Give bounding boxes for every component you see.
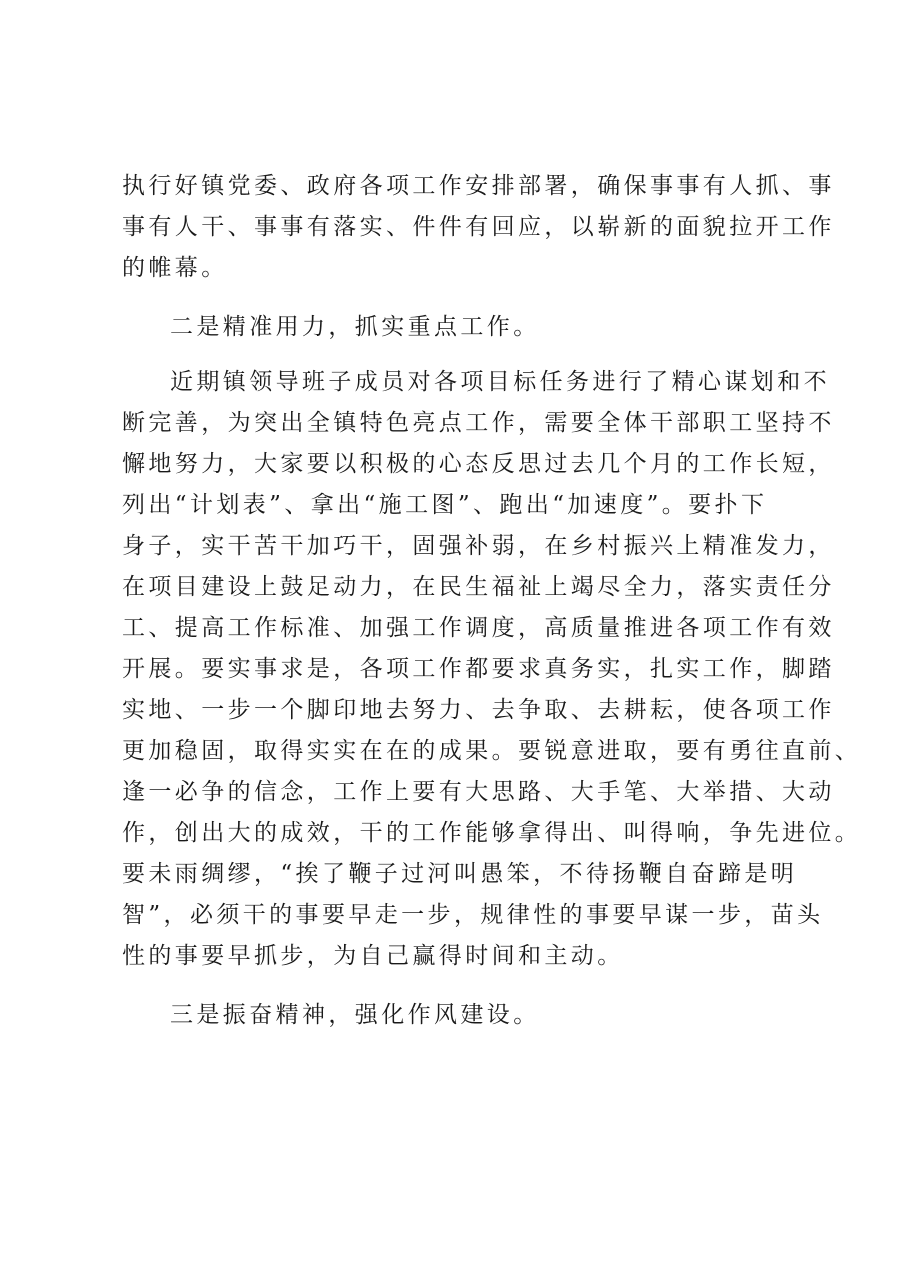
text-line: 懈地努力，大家要以积极的心态反思过去几个月的工作长短，: [122, 451, 835, 477]
text-line: 在项目建设上鼓足动力，在民生福祉上竭尽全力，落实责任分: [122, 574, 835, 600]
heading-text: 三是振奋精神，强化作风建设。: [170, 1002, 540, 1028]
text-line: 事有人干、事事有落实、件件有回应，以崭新的面貌拉开工作: [122, 214, 835, 240]
text-line: 开展。要实事求是，各项工作都要求真务实，扎实工作，脚踏: [122, 656, 835, 682]
text-line: 执行好镇党委、政府各项工作安排部署，确保事事有人抓、事: [122, 173, 835, 199]
section-heading-3: [122, 995, 812, 1036]
section-heading-2: [122, 307, 812, 348]
text-line: 性的事要早抓步，为自己赢得时间和主动。: [122, 943, 624, 969]
text-line: 的帷幕。: [122, 255, 228, 281]
text-line: 要未雨绸缪，“挨了鞭子过河叫愚笨，不待扬鞭自奋蹄是明: [122, 861, 798, 887]
heading-text: 二是精准用力，抓实重点工作。: [170, 314, 540, 340]
paragraph-1: [122, 166, 835, 289]
text-line: 工、提高工作标准、加强工作调度，高质量推进各项工作有效: [122, 615, 835, 641]
text-line: 列出“计划表”、拿出“施工图”、跑出“加速度”。要扑下: [122, 492, 768, 518]
text-line: 逢一必争的信念，工作上要有大思路、大手笔、大举措、大动: [122, 779, 835, 805]
text-line: 身子，实干苦干加巧干，固强补弱，在乡村振兴上精准发力，: [122, 533, 835, 559]
text-line: 近期镇领导班子成员对各项目标任务进行了精心谋划和不: [170, 369, 830, 395]
text-line: 断完善，为突出全镇特色亮点工作，需要全体干部职工坚持不: [122, 410, 835, 436]
paragraph-2: [122, 362, 862, 977]
text-line: 作，创出大的成效，干的工作能够拿得出、叫得响，争先进位。: [122, 820, 862, 846]
document-body: [122, 166, 862, 1050]
text-line: 更加稳固，取得实实在在的成果。要锐意进取，要有勇往直前、: [122, 738, 862, 764]
text-line: 智”，必须干的事要早走一步，规律性的事要早谋一步，苗头: [122, 902, 824, 928]
text-line: 实地、一步一个脚印地去努力、去争取、去耕耘，使各项工作: [122, 697, 835, 723]
